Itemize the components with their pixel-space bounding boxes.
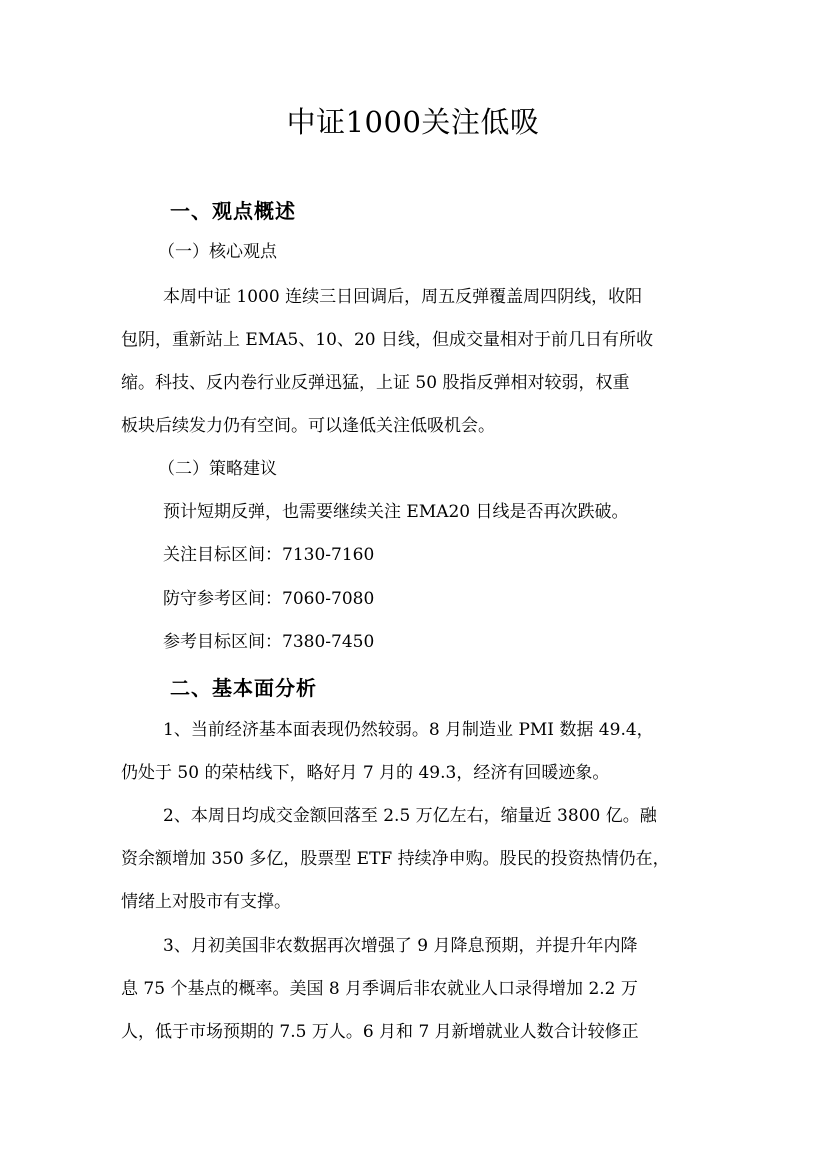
paragraph-line: 1、当前经济基本面表现仍然较弱。8 月制造业 PMI 数据 49.4， (163, 720, 654, 740)
subheading-strategy: （二）策略建议 (158, 459, 277, 479)
section-heading-fundamentals: 二、基本面分析 (170, 676, 317, 700)
paragraph-line: 情绪上对股市有支撑。 (121, 892, 291, 912)
defense-reference-range: 防守参考区间：7060-7080 (163, 589, 375, 609)
reference-target-range: 参考目标区间：7380-7450 (163, 632, 375, 652)
paragraph-line: 资余额增加 350 多亿，股票型 ETF 持续净申购。股民的投资热情仍在， (121, 849, 670, 869)
focus-target-range: 关注目标区间：7130-7160 (163, 545, 375, 565)
paragraph-line: 2、本周日均成交金额回落至 2.5 万亿左右，缩量近 3800 亿。融 (163, 806, 657, 826)
paragraph-line: 息 75 个基点的概率。美国 8 月季调后非农就业人口录得增加 2.2 万 (121, 979, 638, 999)
section-heading-overview: 一、观点概述 (170, 199, 296, 223)
page-title: 中证1000关注低吸 (286, 105, 540, 139)
subheading-core-view: （一）核心观点 (158, 242, 277, 262)
paragraph-line: 3、月初美国非农数据再次增强了 9 月降息预期，并提升年内降 (163, 936, 638, 956)
paragraph-line: 缩。科技、反内卷行业反弹迅猛，上证 50 股指反弹相对较弱，权重 (121, 373, 630, 393)
paragraph-line: 人，低于市场预期的 7.5 万人。6 月和 7 月新增就业人数合计较修正 (121, 1022, 639, 1042)
paragraph-line: 包阴，重新站上 EMA5、10、20 日线，但成交量相对于前几日有所收 (121, 330, 653, 350)
paragraph-line: 仍处于 50 的荣枯线下，略好月 7 月的 49.3，经济有回暖迹象。 (121, 763, 610, 783)
paragraph-line: 本周中证 1000 连续三日回调后，周五反弹覆盖周四阴线，收阳 (163, 287, 643, 307)
paragraph-line: 板块后续发力仍有空间。可以逢低关注低吸机会。 (121, 416, 495, 436)
strategy-line: 预计短期反弹，也需要继续关注 EMA20 日线是否再次跌破。 (163, 502, 629, 522)
